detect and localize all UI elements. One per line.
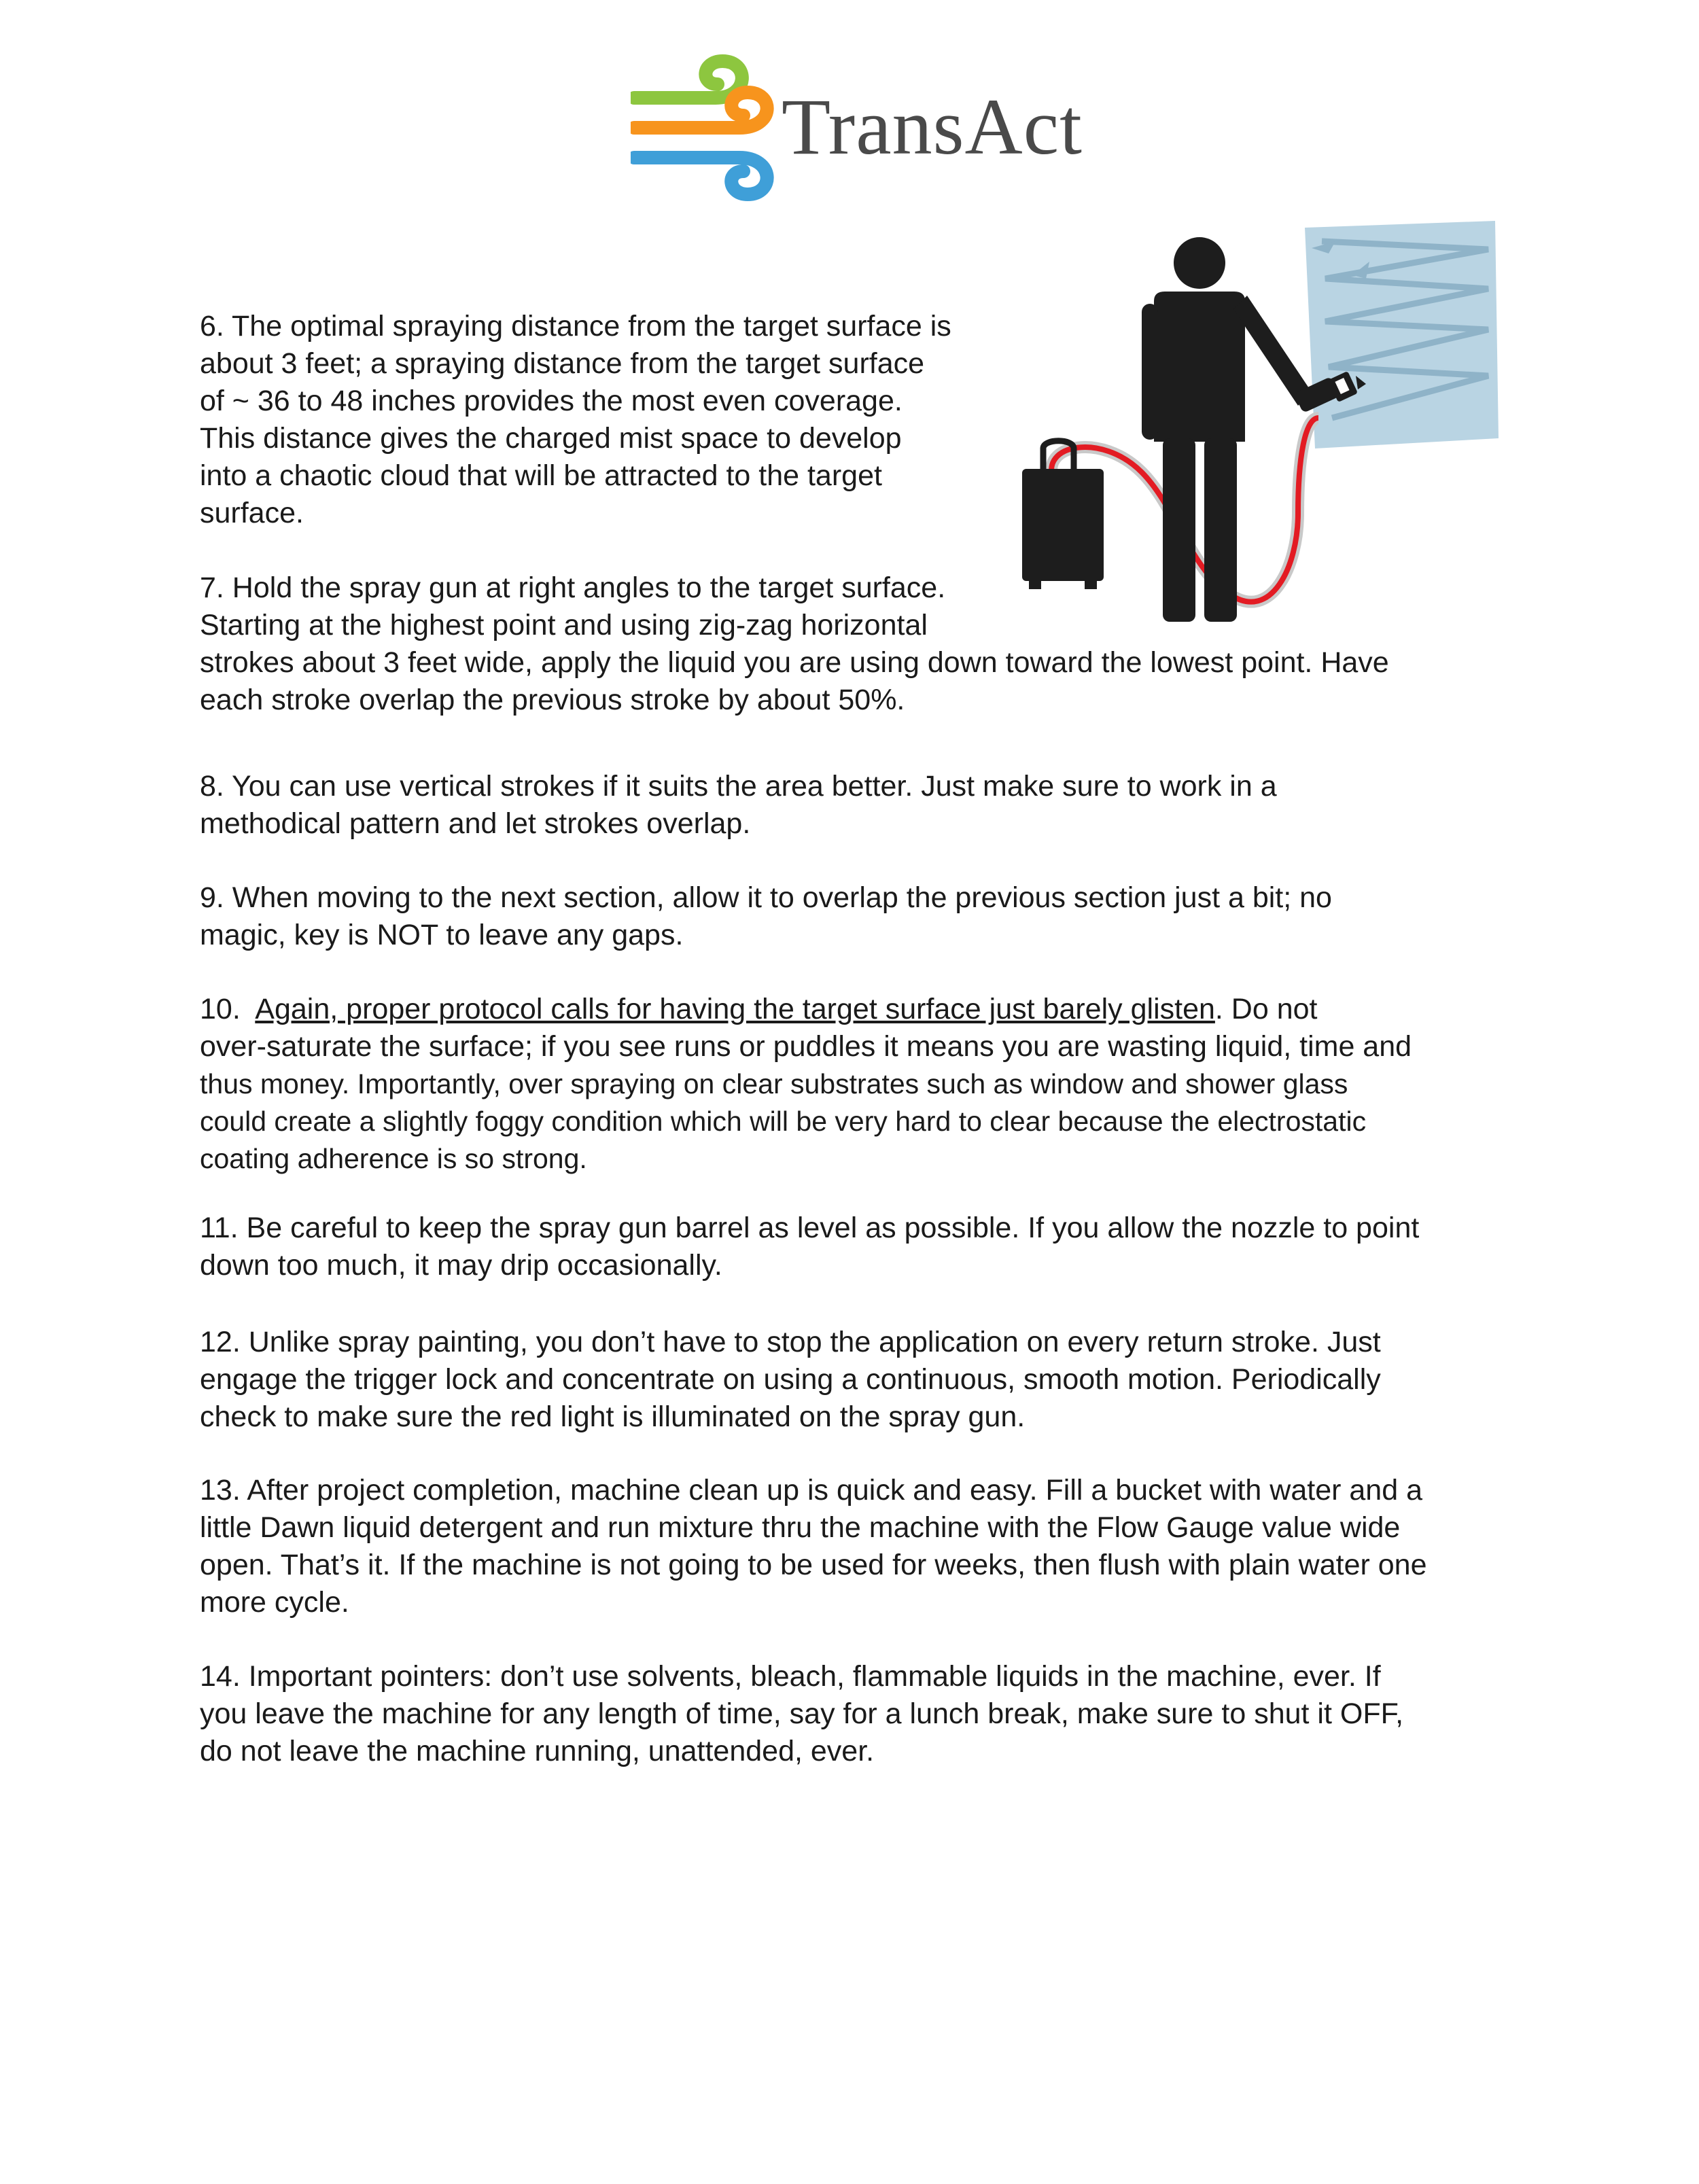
step-9-paragraph xyxy=(200,879,1332,954)
step-10-prefix: 10. xyxy=(200,993,256,1025)
step-10-line-1-rest: . Do not xyxy=(1214,993,1318,1025)
step-14-line-1: 14. Important pointers: don’t use solvents, bleach, flammable liquids in the machine, ever. If xyxy=(200,1660,1381,1693)
step-13-paragraph xyxy=(200,1472,1427,1621)
step-11-line-2: down too much, it may drip occasionally. xyxy=(200,1249,722,1282)
step-13-line-1: 13. After project completion, machine clean up is quick and easy. Fill a bucket with water and a xyxy=(200,1474,1422,1507)
step-11-line-1: 11. Be careful to keep the spray gun barrel as level as possible. If you allow the nozzle to point xyxy=(200,1212,1420,1244)
step-9-line-1: 9. When moving to the next section, allow it to overlap the previous section just a bit; no xyxy=(200,881,1332,914)
step-6-line-2: about 3 feet; a spraying distance from the target surface xyxy=(200,347,925,380)
step-6-line-6: surface. xyxy=(200,497,304,529)
step-10-line-4: could create a slightly foggy condition which will be very hard to clear because the electrostatic xyxy=(200,1106,1367,1137)
step-12-paragraph xyxy=(200,1324,1381,1436)
step-10-line-5: coating adherence is so strong. xyxy=(200,1143,587,1174)
step-7-line-4: each stroke overlap the previous stroke by about 50%. xyxy=(200,684,905,716)
step-10-paragraph xyxy=(200,991,1412,1178)
step-7-paragraph xyxy=(200,569,1389,719)
step-14-paragraph xyxy=(200,1658,1403,1770)
step-14-line-3: do not leave the machine running, unattended, ever. xyxy=(200,1735,875,1767)
step-6-line-3: of ~ 36 to 48 inches provides the most even coverage. xyxy=(200,385,903,417)
step-13-line-4: more cycle. xyxy=(200,1586,349,1619)
step-6-line-1: 6. The optimal spraying distance from the target surface is xyxy=(200,310,951,342)
step-7-line-2: Starting at the highest point and using zig-zag horizontal xyxy=(200,609,928,641)
step-8-line-2: methodical pattern and let strokes overlap. xyxy=(200,807,751,840)
step-10-emphasis: Again, proper protocol calls for having the target surface just barely glisten xyxy=(255,993,1215,1025)
step-6-line-4: This distance gives the charged mist space to develop xyxy=(200,422,902,455)
step-6-line-5: into a chaotic cloud that will be attracted to the target xyxy=(200,459,882,492)
sprayer-unit-icon xyxy=(1022,441,1104,589)
step-12-line-3: check to make sure the red light is illuminated on the spray gun. xyxy=(200,1401,1026,1433)
step-11-paragraph xyxy=(200,1210,1419,1284)
step-10-line-3: thus money. Importantly, over spraying on clear substrates such as window and shower glass xyxy=(200,1068,1348,1099)
step-10-line-2: over-saturate the surface; if you see runs or puddles it means you are wasting liquid, time and xyxy=(200,1030,1412,1063)
step-8-line-1: 8. You can use vertical strokes if it suits the area better. Just make sure to work in a xyxy=(200,770,1277,803)
step-9-line-2: magic, key is NOT to leave any gaps. xyxy=(200,919,684,951)
step-6-paragraph xyxy=(200,308,951,532)
step-14-line-2: you leave the machine for any length of time, say for a lunch break, make sure to shut it OFF, xyxy=(200,1697,1404,1730)
step-8-paragraph xyxy=(200,768,1277,843)
step-12-line-1: 12. Unlike spray painting, you don’t have to stop the application on every return stroke. Just xyxy=(200,1326,1381,1358)
step-13-line-3: open. That’s it. If the machine is not going to be used for weeks, then flush with plain water one xyxy=(200,1549,1427,1581)
brand-name: TransAct xyxy=(782,82,1083,171)
step-13-line-2: little Dawn liquid detergent and run mixture thru the machine with the Flow Gauge value wide xyxy=(200,1511,1401,1544)
step-7-line-1: 7. Hold the spray gun at right angles to the target surface. xyxy=(200,571,946,604)
step-12-line-2: engage the trigger lock and concentrate on using a continuous, smooth motion. Periodically xyxy=(200,1363,1381,1396)
mist-cloud-icon xyxy=(1305,221,1499,448)
step-7-line-3: strokes about 3 feet wide, apply the liquid you are using down toward the lowest point. Have xyxy=(200,646,1389,679)
